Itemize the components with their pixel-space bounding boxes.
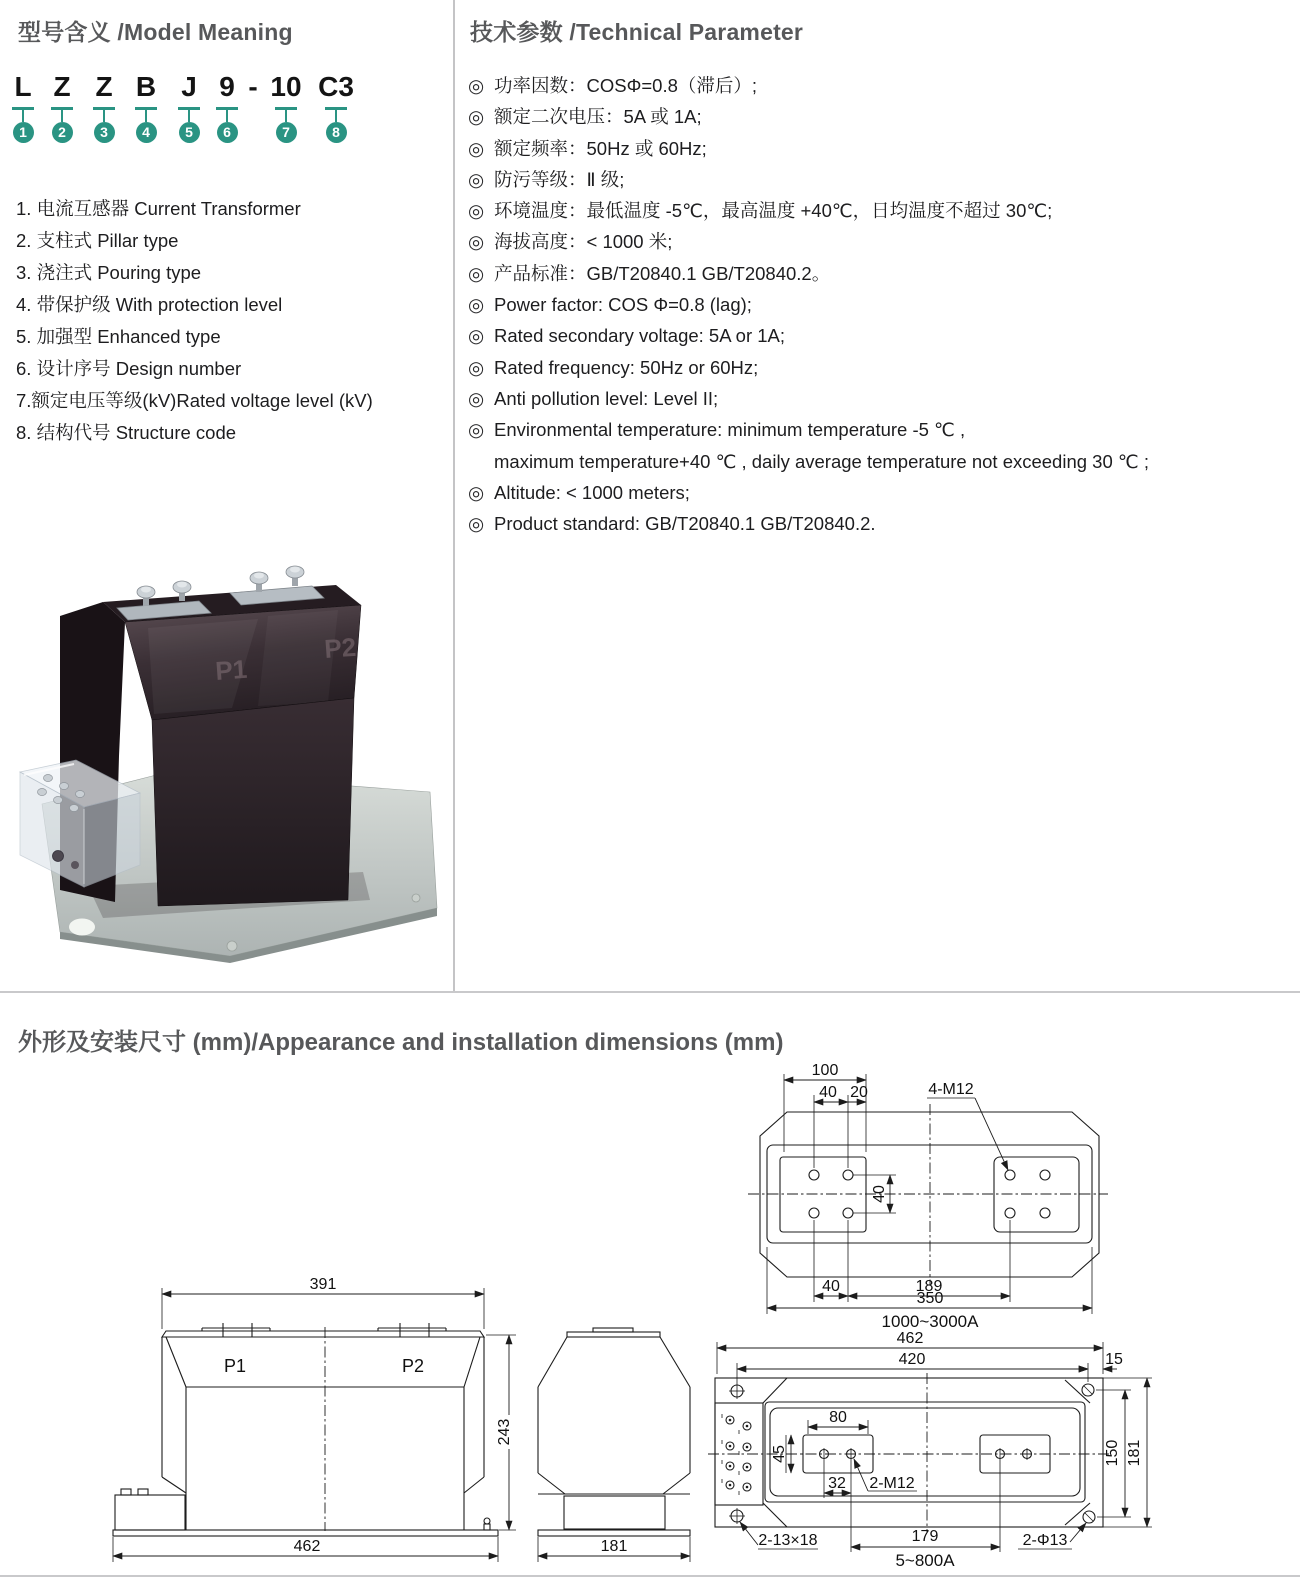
dim-189: 189	[915, 1278, 943, 1295]
bottom-view-drawing	[700, 1330, 1170, 1575]
tech-item: ◎ Rated frequency: 50Hz or 60Hz;	[468, 352, 1149, 383]
dim-extension-lines	[113, 1288, 516, 1562]
label-range-high: 1000~3000A	[881, 1312, 979, 1331]
ring-bullet-icon: ◎	[468, 137, 485, 159]
dim-391: 391	[309, 1276, 337, 1293]
ring-bullet-icon: ◎	[468, 356, 485, 378]
ring-bullet-icon: ◎	[468, 168, 485, 190]
embossed-p2: P2	[323, 631, 358, 664]
dim-40-mid: 40	[871, 1185, 888, 1203]
tech-item: ◎ 额定二次电压：5A 或 1A;	[468, 101, 1149, 132]
ground-screw	[484, 1518, 490, 1530]
front-view-drawing	[95, 1275, 525, 1575]
list-item: 4. 带保护级 With protection level	[16, 294, 283, 315]
code-part-3: Z 3	[87, 72, 121, 143]
tech-item: ◎ Environmental temperature: minimum temperature -5 ℃ ,	[468, 414, 1149, 445]
dim-40-bottom: 40	[822, 1278, 840, 1295]
dim-80: 80	[829, 1409, 847, 1426]
side-view-drawing	[530, 1275, 705, 1575]
list-item: 8. 结构代号 Structure code	[16, 422, 237, 443]
code-part-4: B 4	[129, 72, 163, 143]
code-part-6: 9 6	[210, 72, 244, 143]
ring-bullet-icon: ◎	[468, 75, 485, 96]
ring-bullet-icon: ◎	[468, 325, 485, 347]
section-divider-top	[0, 991, 1300, 993]
code-part-2: Z 2	[45, 72, 79, 143]
label-2-M12: 2-M12	[869, 1475, 915, 1492]
list-item: 5. 加强型 Enhanced type	[16, 326, 221, 347]
code-part-8: C3 8	[314, 72, 358, 143]
dim-462: 462	[896, 1330, 924, 1347]
code-part-7: 10 7	[266, 72, 306, 143]
tech-item: ◎ 产品标准：GB/T20840.1 GB/T20840.2。	[468, 258, 1149, 289]
top-view-drawing	[740, 1064, 1210, 1344]
ring-bullet-icon: ◎	[468, 513, 485, 535]
dim-100: 100	[811, 1064, 839, 1079]
ring-bullet-icon: ◎	[468, 231, 485, 253]
list-item: 7.额定电压等级(kV)Rated voltage level (kV)	[16, 390, 373, 411]
secondary-terminal-cover	[20, 760, 140, 887]
ring-bullet-icon: ◎	[468, 387, 485, 409]
dim-462-front: 462	[293, 1538, 321, 1555]
dim-179: 179	[911, 1528, 939, 1545]
tech-item: ◎ 额定频率：50Hz 或 60Hz;	[468, 133, 1149, 164]
tech-item: ◎ 功率因数：COSΦ=0.8（滞后）;	[468, 70, 1149, 101]
code-part-5: J 5	[172, 72, 206, 143]
dim-20: 20	[850, 1084, 868, 1101]
model-meaning-list	[16, 193, 373, 449]
ring-bullet-icon: ◎	[468, 481, 485, 503]
tech-item: ◎ Altitude: < 1000 meters;	[468, 477, 1149, 508]
label-range-low: 5~800A	[895, 1551, 955, 1570]
code-part-1: L 1	[6, 72, 40, 143]
ring-bullet-icon: ◎	[468, 262, 485, 284]
embossed-p1: P1	[214, 653, 249, 686]
ring-bullet-icon: ◎	[468, 294, 485, 316]
tech-item: ◎ Rated secondary voltage: 5A or 1A;	[468, 320, 1149, 351]
tech-item: ◎ 防污等级：Ⅱ 级;	[468, 164, 1149, 195]
dim-32: 32	[828, 1475, 846, 1492]
dim-40-top: 40	[819, 1084, 837, 1101]
code-number-badge: 1	[13, 122, 34, 143]
dim-181: 181	[1126, 1439, 1143, 1467]
bolt	[286, 566, 304, 586]
tech-item: ◎ 环境温度：最低温度 -5℃，最高温度 +40℃，日均温度不超过 30℃;	[468, 195, 1149, 226]
tech-item: ◎ 海拔高度：< 1000 米;	[468, 226, 1149, 257]
dim-350: 350	[916, 1290, 944, 1307]
list-item: 6. 设计序号 Design number	[16, 358, 242, 379]
dim-15: 15	[1105, 1351, 1123, 1368]
dimensions-title: 外形及安装尺寸 (mm)/Appearance and installation dimensions (mm)	[18, 1029, 784, 1056]
column-divider	[453, 0, 455, 991]
section-divider-bottom	[0, 1575, 1300, 1577]
label-2-13x18: 2-13×18	[758, 1532, 818, 1549]
dim-45: 45	[771, 1445, 788, 1463]
ring-bullet-icon: ◎	[468, 200, 485, 222]
code-part-hyphen: -	[248, 71, 258, 102]
tech-item: ◎ Anti pollution level: Level II;	[468, 383, 1149, 414]
technical-parameter-list	[468, 70, 1149, 539]
model-meaning-title: 型号含义 /Model Meaning	[18, 19, 293, 45]
secondary-terminals	[722, 1414, 751, 1495]
product-photo	[18, 556, 442, 964]
list-item: 2. 支柱式 Pillar type	[16, 230, 179, 251]
label-2-phi13: 2-Φ13	[1022, 1532, 1068, 1549]
ring-bullet-icon: ◎	[468, 419, 485, 441]
label-4-M12: 4-M12	[928, 1081, 974, 1098]
technical-parameter-title: 技术参数 /Technical Parameter	[470, 19, 804, 45]
bolt	[250, 572, 268, 592]
tech-item: ◎ Power factor: COS Φ=0.8 (lag);	[468, 289, 1149, 320]
ring-bullet-icon: ◎	[468, 106, 485, 128]
terminal-p2-label: P2	[401, 1356, 425, 1376]
terminal-p1-label: P1	[223, 1356, 247, 1376]
dim-243: 243	[496, 1418, 513, 1446]
dim-420: 420	[898, 1351, 926, 1368]
list-item: 1. 电流互感器 Current Transformer	[16, 198, 301, 219]
tech-item-continuation: maximum temperature+40 ℃ , daily average temperature not exceeding 30 ℃ ;	[494, 450, 1149, 472]
dim-150: 150	[1104, 1439, 1121, 1467]
dim-181-side: 181	[600, 1538, 628, 1555]
list-item: 3. 浇注式 Pouring type	[16, 262, 202, 283]
tech-item: ◎ Product standard: GB/T20840.1 GB/T20840.2.	[468, 508, 1149, 539]
